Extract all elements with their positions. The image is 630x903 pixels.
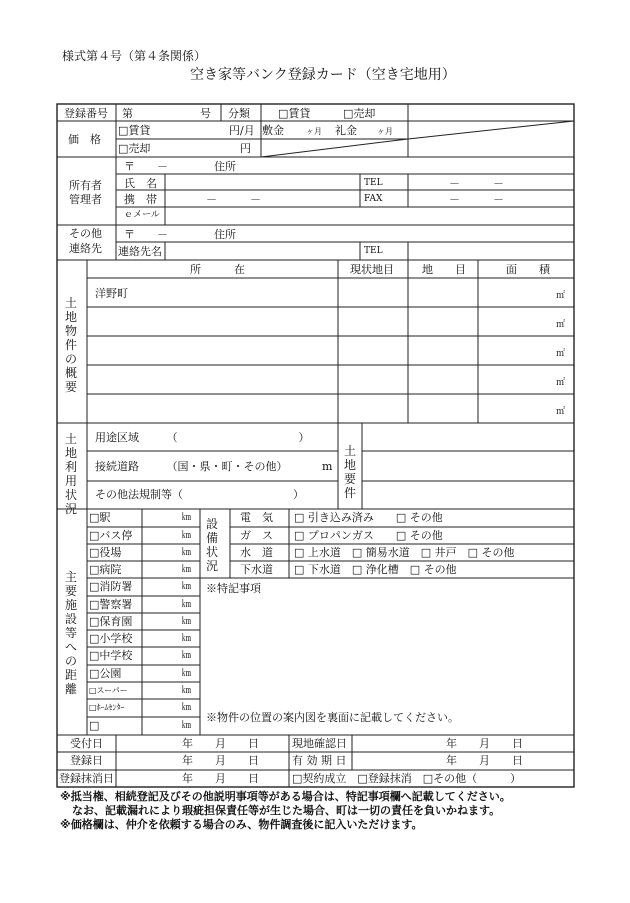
area-unit-4: ㎡ bbox=[556, 378, 566, 388]
distance-km-unit: ㎞ bbox=[182, 513, 192, 523]
area-unit-3: ㎡ bbox=[556, 349, 566, 359]
form-number: 様式第４号（第４条関係） bbox=[62, 49, 207, 63]
distance-km-unit: ㎞ bbox=[182, 531, 192, 541]
distance-item-8[interactable]: □中学校 bbox=[89, 649, 133, 662]
footer-note-1: ※抵当権、相続登記及びその他説明事項等がある場合は、特記事項欄へ記載してください。 bbox=[60, 790, 511, 803]
owner-address-label: 住所 bbox=[214, 160, 236, 173]
distance-item-3[interactable]: □病院 bbox=[89, 563, 122, 576]
equip-options-1[interactable]: □ プロパンガス □ その他 bbox=[294, 529, 443, 542]
col-area: 面 積 bbox=[506, 263, 550, 276]
distance-item-6[interactable]: □保育園 bbox=[89, 615, 133, 628]
distance-km-unit: ㎞ bbox=[182, 565, 192, 575]
equip-name-1: ガ ス bbox=[240, 529, 273, 542]
owner-mobile-dash: － － bbox=[206, 193, 261, 206]
land-label: 土地物件の概要 bbox=[64, 296, 77, 394]
owner-tel-label: TEL bbox=[364, 178, 383, 188]
owner-zip: 〒 － bbox=[124, 160, 168, 173]
other-tel-label: TEL bbox=[364, 246, 383, 256]
reg-label: 登録番号 bbox=[64, 107, 108, 120]
distance-km-unit: ㎞ bbox=[182, 721, 192, 731]
distance-item-7[interactable]: □小学校 bbox=[89, 632, 133, 645]
price-label: 価 格 bbox=[68, 133, 101, 146]
distance-item-10[interactable]: □スーパー bbox=[89, 686, 128, 695]
distance-km-unit: ㎞ bbox=[182, 617, 192, 627]
owner-tel-dash: － － bbox=[449, 177, 504, 190]
other-address-label: 住所 bbox=[214, 228, 236, 241]
equip-options-0[interactable]: □ 引き込み済み □ その他 bbox=[294, 511, 443, 524]
other-contact-label: 連絡先名 bbox=[118, 245, 162, 258]
received-label: 受付日 bbox=[70, 737, 103, 750]
other-label-2: 連絡先 bbox=[69, 242, 102, 255]
map-note: ※物件の位置の案内図を裏面に記載してください。 bbox=[206, 711, 459, 724]
owner-label-1: 所有者 bbox=[69, 179, 102, 192]
distance-item-11[interactable]: □ﾎｰﾑｾﾝﾀｰ bbox=[89, 703, 125, 712]
footer-note-3: ※価格欄は、仲介を依頼する場合のみ、物件調査後に記入いただけます。 bbox=[60, 818, 423, 831]
distance-km-unit: ㎞ bbox=[182, 634, 192, 644]
area-unit-5: ㎡ bbox=[556, 407, 566, 417]
distance-km-unit: ㎞ bbox=[182, 651, 192, 661]
price-yen: 円 bbox=[240, 142, 251, 155]
owner-fax-label: FAX bbox=[364, 194, 383, 204]
reg-baikyaku-checkbox[interactable]: □売却 bbox=[343, 107, 376, 120]
site-check-label: 現地確認日 bbox=[292, 737, 347, 750]
land-req-label: 土地要件 bbox=[343, 444, 356, 500]
distance-item-0[interactable]: □駅 bbox=[89, 511, 111, 524]
distance-item-9[interactable]: □公園 bbox=[89, 667, 122, 680]
reg-dai: 第 bbox=[122, 107, 133, 120]
use-label: 土地利用状況 bbox=[64, 432, 77, 516]
price-chintai-checkbox[interactable]: □賃貸 bbox=[118, 124, 151, 137]
deleted-label: 登録抹消日 bbox=[59, 772, 114, 785]
col-current: 現状地目 bbox=[350, 263, 394, 276]
equip-options-2[interactable]: □ 上水道 □ 簡易水道 □ 井戸 □ その他 bbox=[294, 546, 515, 559]
use-road: 接続道路 （国・県・町・その他） bbox=[95, 460, 288, 473]
distance-km-unit: ㎞ bbox=[182, 548, 192, 558]
valid-label: 有 効 期 日 bbox=[292, 754, 347, 767]
distance-km-unit: ㎞ bbox=[182, 582, 192, 592]
owner-label-2: 管理者 bbox=[69, 193, 102, 206]
site-check-date: 年 月 日 bbox=[446, 737, 523, 750]
owner-mobile-label: 携 帯 bbox=[124, 193, 157, 206]
registered-label: 登録日 bbox=[70, 754, 103, 767]
equip-name-2: 水 道 bbox=[240, 546, 273, 559]
valid-date: 年 月 日 bbox=[446, 754, 523, 767]
use-zone: 用途区域 （ ） bbox=[95, 431, 310, 444]
owner-email-label: ｅメール bbox=[124, 210, 160, 220]
price-baikyaku-checkbox[interactable]: □売却 bbox=[118, 142, 151, 155]
distance-item-1[interactable]: □バス停 bbox=[89, 529, 133, 542]
registered-date: 年 月 日 bbox=[182, 754, 259, 767]
special-notes-label: ※特記事項 bbox=[206, 582, 261, 595]
area-unit-2: ㎡ bbox=[556, 320, 566, 330]
other-zip: 〒 － bbox=[124, 228, 168, 241]
status-checkboxes[interactable]: □契約成立 □登録抹消 □その他（ ） bbox=[292, 772, 522, 785]
equip-name-3: 下水道 bbox=[240, 563, 273, 576]
area-unit-1: ㎡ bbox=[556, 291, 566, 301]
distance-km-unit: ㎞ bbox=[182, 703, 192, 713]
equip-name-0: 電 気 bbox=[240, 511, 273, 524]
reg-chintai-checkbox[interactable]: □賃貸 bbox=[278, 107, 311, 120]
owner-name-label: 氏 名 bbox=[124, 177, 157, 190]
price-reikin: 礼金 bbox=[335, 124, 357, 137]
dist-label: 主要施設等への距離 bbox=[64, 570, 77, 696]
price-kagetsu2: ヶ月 bbox=[377, 127, 393, 136]
distance-item-2[interactable]: □役場 bbox=[89, 546, 122, 559]
distance-item-5[interactable]: □警察署 bbox=[89, 598, 133, 611]
distance-item-12[interactable]: □ bbox=[89, 719, 100, 732]
price-kagetsu: ヶ月 bbox=[306, 127, 322, 136]
reg-bunrui: 分類 bbox=[228, 107, 250, 120]
deleted-date: 年 月 日 bbox=[182, 772, 259, 785]
distance-item-4[interactable]: □消防署 bbox=[89, 580, 133, 593]
owner-fax-dash: － － bbox=[449, 193, 504, 206]
distance-km-unit: ㎞ bbox=[182, 600, 192, 610]
col-category: 地 目 bbox=[422, 263, 466, 276]
use-regulation: その他法規制等（ ） bbox=[95, 488, 304, 501]
footer-note-2: なお、記載漏れにより瑕疵担保責任等が生じた場合、町は一切の責任を負いかねます。 bbox=[72, 804, 501, 817]
col-location: 所 在 bbox=[190, 263, 245, 276]
other-label-1: その他 bbox=[69, 227, 102, 240]
price-yen-month: 円/月 bbox=[229, 124, 255, 137]
equip-label: 設備状況 bbox=[205, 517, 218, 573]
use-road-m: m bbox=[322, 460, 333, 473]
land-town: 洋野町 bbox=[95, 287, 128, 300]
distance-km-unit: ㎞ bbox=[182, 686, 192, 696]
page-title: 空き家等バンク登録カード（空き宅地用） bbox=[190, 67, 456, 83]
distance-km-unit: ㎞ bbox=[182, 669, 192, 679]
price-shikikin: 敷金 bbox=[262, 124, 284, 137]
equip-options-3[interactable]: □ 下水道 □ 浄化槽 □ その他 bbox=[294, 563, 457, 576]
received-date: 年 月 日 bbox=[182, 737, 259, 750]
reg-go: 号 bbox=[200, 107, 211, 120]
